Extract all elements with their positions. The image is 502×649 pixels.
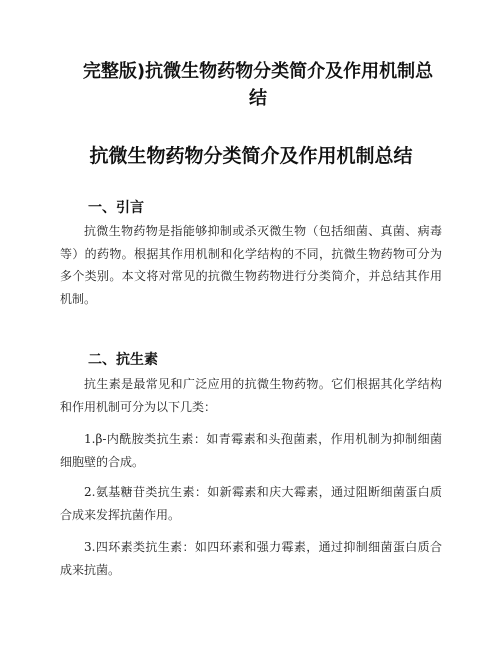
document-title: 完整版)抗微生物药物分类简介及作用机制总结 — [82, 61, 434, 109]
section-heading-antibiotics: 二、抗生素 — [88, 352, 158, 368]
main-heading: 抗微生物药物分类简介及作用机制总结 — [89, 145, 413, 167]
list-item-beta-lactams: 1.β-内酰胺类抗生素：如青霉素和头孢菌素，作用机制为抑制细菌细胞壁的合成。 — [60, 432, 442, 469]
paragraph-antibiotics-intro: 抗生素是最常见和广泛应用的抗微生物药物。它们根据其化学结构和作用机制可分为以下几类： — [60, 377, 442, 414]
paragraph-introduction: 抗微生物药物是指能够抑制或杀灭微生物（包括细菌、真菌、病毒等）的药物。根据其作用机制和化学结构的不同，抗微生物药物可分为多个类别。本文将对常见的抗微生物药物进行分类简介，并总结其作用机制。 — [60, 224, 442, 306]
list-item-tetracyclines: 3.四环素类抗生素：如四环素和强力霉素，通过抑制细菌蛋白质合成来抗菌。 — [60, 540, 442, 577]
section-heading-introduction: 一、引言 — [88, 200, 144, 216]
list-item-aminoglycosides: 2.氨基糖苷类抗生素：如新霉素和庆大霉素，通过阻断细菌蛋白质合成来发挥抗菌作用。 — [60, 485, 442, 522]
